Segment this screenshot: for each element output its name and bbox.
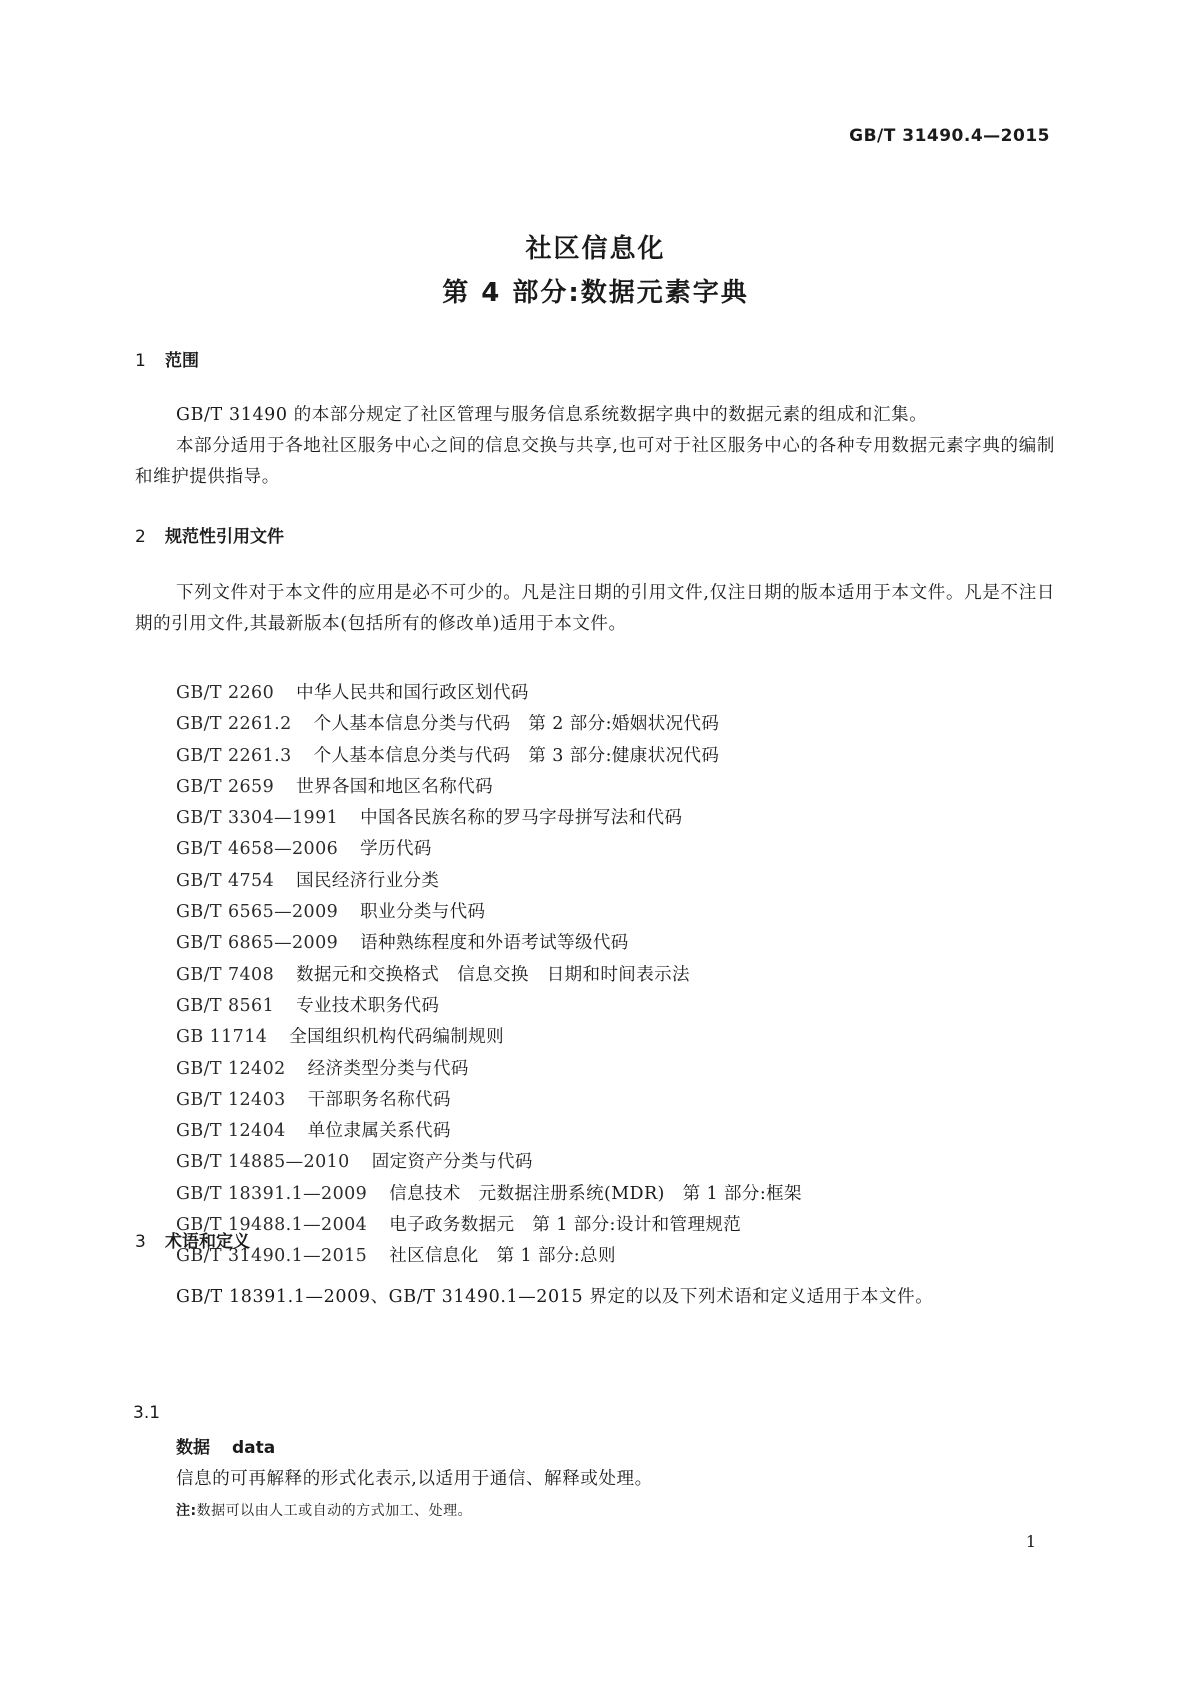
section-title: 规范性引用文件 xyxy=(165,527,284,547)
reference-title: 国民经济行业分类 xyxy=(296,870,440,891)
reference-title: 固定资产分类与代码 xyxy=(371,1152,533,1173)
reference-code: GB/T 19488.1—2004 xyxy=(176,1215,368,1236)
reference-code: GB 11714 xyxy=(176,1027,268,1048)
reference-item xyxy=(176,1054,802,1085)
term-english: data xyxy=(232,1438,276,1458)
reference-item xyxy=(176,1116,802,1147)
reference-code: GB/T 2261.2 xyxy=(176,714,292,735)
reference-item xyxy=(176,1022,802,1053)
reference-title: 单位隶属关系代码 xyxy=(307,1121,451,1142)
section-1-paragraph-2: 本部分适用于各地社区服务中心之间的信息交换与共享,也可对于社区服务中心的各种专用数据元素字典的编制和维护提供指导。 xyxy=(135,436,1055,487)
reference-title: 社区信息化 第 1 部分:总则 xyxy=(389,1246,616,1267)
section-2-heading xyxy=(135,522,284,547)
reference-title: 学历代码 xyxy=(360,839,432,860)
reference-title: 数据元和交换格式 信息交换 日期和时间表示法 xyxy=(296,964,690,985)
reference-code: GB/T 12403 xyxy=(176,1089,286,1110)
reference-code: GB/T 2261.3 xyxy=(176,745,292,766)
reference-code: GB/T 6565—2009 xyxy=(176,902,339,923)
section-3-heading xyxy=(135,1227,250,1252)
reference-item xyxy=(176,1147,802,1178)
section-number: 3 xyxy=(135,1232,146,1252)
reference-title: 专业技术职务代码 xyxy=(296,995,440,1016)
section-1-paragraph-1: GB/T 31490 的本部分规定了社区管理与服务信息系统数据字典中的数据元素的组成和汇集。 xyxy=(176,405,928,425)
reference-code: GB/T 12402 xyxy=(176,1058,286,1079)
reference-title: 电子政务数据元 第 1 部分:设计和管理规范 xyxy=(389,1215,742,1236)
reference-code: GB/T 12404 xyxy=(176,1121,286,1142)
reference-item xyxy=(176,803,802,834)
note-text: 数据可以由人工或自动的方式加工、处理。 xyxy=(196,1503,473,1519)
reference-title: 经济类型分类与代码 xyxy=(307,1058,469,1079)
section-title: 术语和定义 xyxy=(165,1232,250,1252)
normative-references-list xyxy=(176,678,802,1273)
section-3-intro: GB/T 18391.1—2009、GB/T 31490.1—2015 界定的以及下列术语和定义适用于本文件。 xyxy=(176,1287,934,1307)
section-title: 范围 xyxy=(165,351,199,371)
reference-title: 信息技术 元数据注册系统(MDR) 第 1 部分:框架 xyxy=(389,1183,802,1204)
section-1-heading xyxy=(135,346,199,371)
standard-code: GB/T 31490.4—2015 xyxy=(849,126,1050,146)
reference-code: GB/T 2659 xyxy=(176,776,275,797)
reference-item xyxy=(176,1085,802,1116)
reference-item xyxy=(176,741,802,772)
term-note xyxy=(176,1500,472,1520)
reference-item xyxy=(176,960,802,991)
section-2-intro: 下列文件对于本文件的应用是必不可少的。凡是注日期的引用文件,仅注日期的版本适用于本文件。凡是不注日期的引用文件,其最新版本(包括所有的修改单)适用于本文件。 xyxy=(135,583,1055,634)
reference-item xyxy=(176,1179,802,1210)
reference-title: 个人基本信息分类与代码 第 2 部分:婚姻状况代码 xyxy=(313,714,720,735)
page-number: 1 xyxy=(1025,1532,1036,1551)
reference-title: 全国组织机构代码编制规则 xyxy=(289,1027,505,1048)
reference-title: 干部职务名称代码 xyxy=(307,1089,451,1110)
note-label: 注: xyxy=(176,1503,197,1519)
reference-code: GB/T 4754 xyxy=(176,870,275,891)
reference-item xyxy=(176,928,802,959)
reference-title: 个人基本信息分类与代码 第 3 部分:健康状况代码 xyxy=(313,745,720,766)
reference-code: GB/T 8561 xyxy=(176,995,275,1016)
term-entry xyxy=(176,1433,275,1458)
reference-item xyxy=(176,866,802,897)
reference-title: 职业分类与代码 xyxy=(360,902,486,923)
term-chinese: 数据 xyxy=(176,1438,210,1458)
reference-code: GB/T 3304—1991 xyxy=(176,808,339,829)
reference-code: GB/T 4658—2006 xyxy=(176,839,339,860)
reference-title: 中华人民共和国行政区划代码 xyxy=(296,683,529,703)
reference-code: GB/T 18391.1—2009 xyxy=(176,1183,368,1204)
section-number: 1 xyxy=(135,351,146,371)
reference-item xyxy=(176,991,802,1022)
reference-item xyxy=(176,834,802,865)
reference-code: GB/T 6865—2009 xyxy=(176,933,339,954)
reference-item xyxy=(176,678,802,709)
reference-code: GB/T 7408 xyxy=(176,964,275,985)
clause-number: 3.1 xyxy=(133,1403,161,1423)
reference-code: GB/T 14885—2010 xyxy=(176,1152,350,1173)
section-number: 2 xyxy=(135,527,146,547)
reference-item xyxy=(176,709,802,740)
reference-title: 语种熟练程度和外语考试等级代码 xyxy=(360,933,629,954)
term-definition: 信息的可再解释的形式化表示,以适用于通信、解释或处理。 xyxy=(176,1469,653,1489)
reference-code: GB/T 2260 xyxy=(176,683,275,703)
reference-item xyxy=(176,897,802,928)
reference-item xyxy=(176,1241,802,1272)
reference-item xyxy=(176,772,802,803)
document-title: 社区信息化 xyxy=(525,234,666,264)
reference-code: GB/T 31490.1—2015 xyxy=(176,1246,368,1267)
document-subtitle: 第 4 部分:数据元素字典 xyxy=(442,278,749,308)
reference-title: 中国各民族名称的罗马字母拼写法和代码 xyxy=(360,808,683,829)
reference-title: 世界各国和地区名称代码 xyxy=(296,776,494,797)
reference-item xyxy=(176,1210,802,1241)
